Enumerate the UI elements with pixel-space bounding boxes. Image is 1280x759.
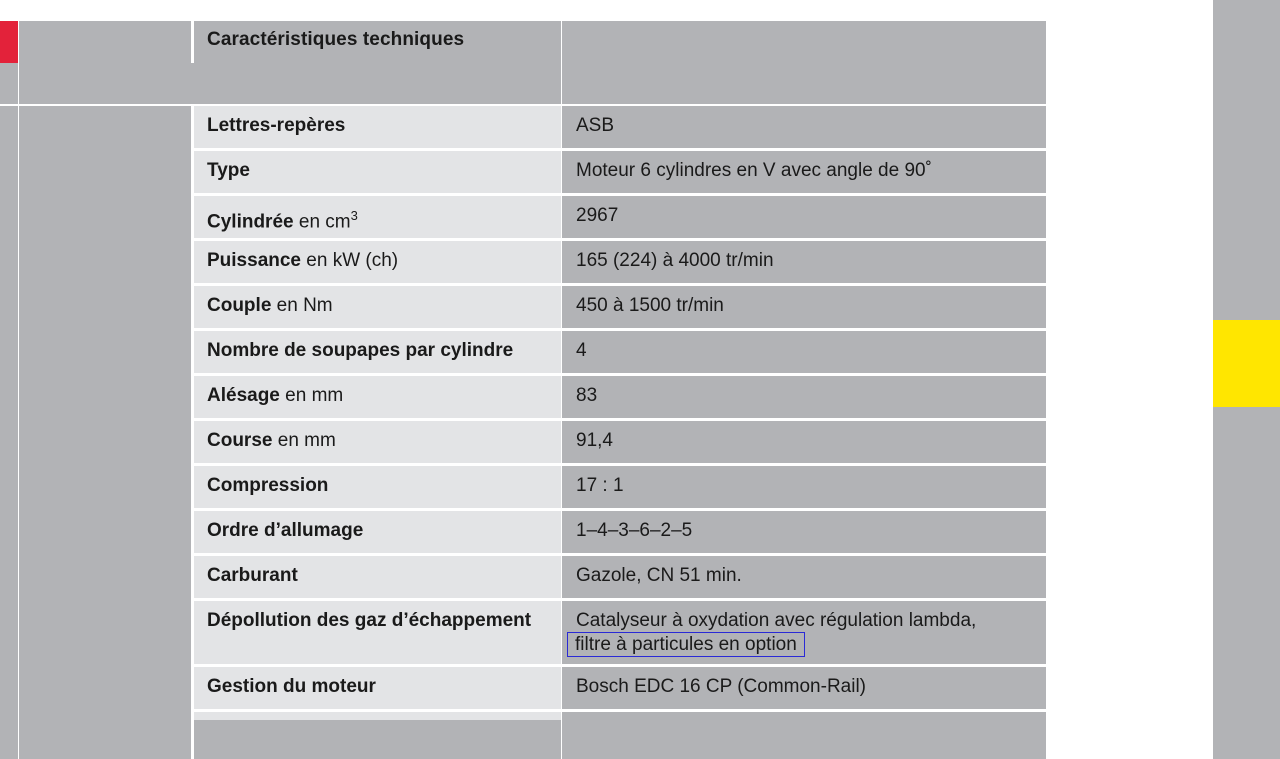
spec-value: 83 [561,376,1046,418]
table-row [194,106,1046,151]
table-row [194,376,1046,421]
table-row [194,331,1046,376]
spec-value: 450 à 1500 tr/min [561,286,1046,328]
spec-value: 91,4 [561,421,1046,463]
spec-label: Couple en Nm [194,286,561,328]
table-row [194,241,1046,286]
spec-label: Puissance en kW (ch) [194,241,561,283]
spec-label: Dépollution des gaz d’échappement [194,601,561,664]
spec-value: Moteur 6 cylindres en V avec angle de 90˚ [561,151,1046,193]
table-footer-right [562,720,1046,759]
spec-label: Type [194,151,561,193]
spec-label: Nombre de soupapes par cylindre [194,331,561,373]
table-row [194,601,1046,667]
spec-value: Gazole, CN 51 min. [561,556,1046,598]
spec-label: Alésage en mm [194,376,561,418]
table-title: Caractéristiques techniques [207,29,465,50]
table-row [194,667,1046,712]
table-row [194,196,1046,241]
spec-label: Carburant [194,556,561,598]
table-row [194,466,1046,511]
spec-value: 4 [561,331,1046,373]
spec-label: Cylindrée en $cm^3$ [194,196,561,238]
spec-value: 1–4–3–6–2–5 [561,511,1046,553]
section-marker-red [0,21,18,63]
spec-label: Compression [194,466,561,508]
table-row [194,511,1046,556]
spec-value: 2967 [561,196,1046,238]
table-row [194,151,1046,196]
left-margin-strip [0,21,18,759]
table-row [194,556,1046,601]
table-header-value [562,21,1046,63]
header-spacer-row [19,63,561,104]
table-footer-left [194,720,561,759]
spec-label: Gestion du moteur [194,667,561,709]
table-row [194,421,1046,466]
spec-label: Course en mm [194,421,561,463]
spec-value-line1: Catalyseur à oxydation avec régulation lambda, [576,610,977,631]
spec-value: Bosch EDC 16 CP (Common-Rail) [561,667,1046,709]
spec-table [194,106,1046,757]
highlighted-text[interactable]: filtre à particules en option [569,634,803,655]
spec-value [561,601,1046,664]
spec-label: Lettres-repères [194,106,561,148]
spec-label: Ordre d’allumage [194,511,561,553]
table-row [194,286,1046,331]
spec-value: 165 (224) à 4000 tr/min [561,241,1046,283]
table-header [194,21,561,63]
left-column-band [19,21,191,759]
spec-value: 17 : 1 [561,466,1046,508]
header-spacer-value [562,63,1046,104]
spec-value: ASB [561,106,1046,148]
chapter-tab-yellow [1213,320,1280,407]
